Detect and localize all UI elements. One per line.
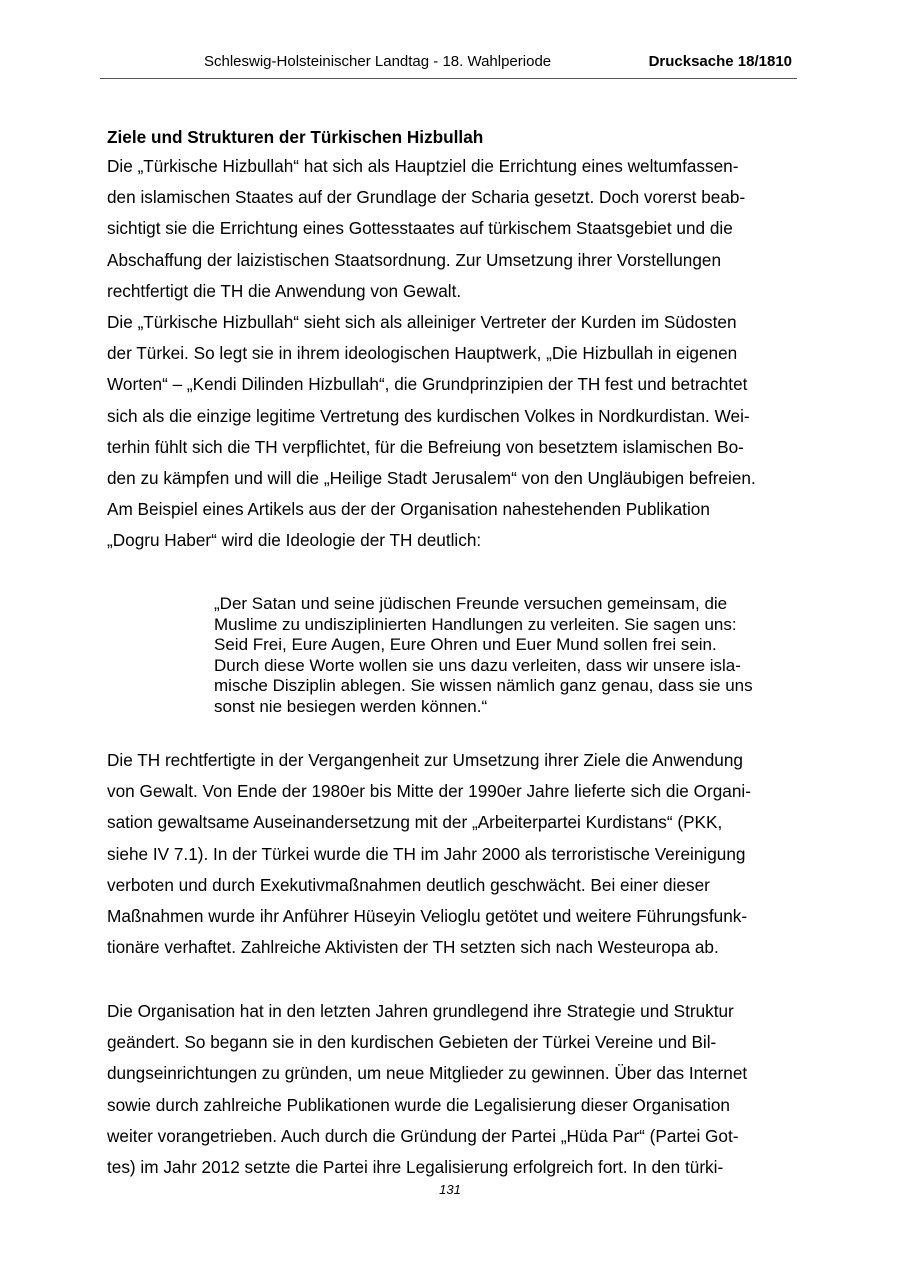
quote-line: sonst nie besiegen werden können.“ bbox=[214, 696, 488, 716]
text-line: sich als die einzige legitime Vertretung des kurdischen Volkes in Nordkurdistan. Wei- bbox=[107, 405, 750, 426]
text-line: verboten und durch Exekutivmaßnahmen deutlich geschwächt. Bei einer dieser bbox=[107, 874, 710, 895]
quote-line: Muslime zu undisziplinierten Handlungen zu verleiten. Sie sagen uns: bbox=[214, 614, 737, 634]
text-line: Maßnahmen wurde ihr Anführer Hüseyin Velioglu getötet und weitere Führungsfunk- bbox=[107, 905, 748, 926]
text-line: geändert. So begann sie in den kurdischen Gebieten der Türkei Vereine und Bil- bbox=[107, 1032, 717, 1053]
text-line: den zu kämpfen und will die „Heilige Stadt Jerusalem“ von den Ungläubigen befreien. bbox=[107, 467, 756, 488]
text-line: terhin fühlt sich die TH verpflichtet, für die Befreiung von besetztem islamischen Bo- bbox=[107, 436, 744, 457]
text-line: Worten“ – „Kendi Dilinden Hizbullah“, die Grundprinzipien der TH fest und betrachtet bbox=[107, 374, 748, 395]
text-line: rechtfertigt die TH die Anwendung von Gewalt. bbox=[107, 280, 462, 301]
text-line: tes) im Jahr 2012 setzte die Partei ihre Legalisierung erfolgreich fort. In den türki- bbox=[107, 1156, 724, 1177]
section-heading: Ziele und Strukturen der Türkischen Hizbullah bbox=[107, 127, 484, 147]
page-header bbox=[100, 50, 797, 79]
text-line: den islamischen Staates auf der Grundlage der Scharia gesetzt. Doch vorerst beab- bbox=[107, 187, 746, 208]
paragraph-1 bbox=[107, 151, 797, 556]
text-line: dungseinrichtungen zu gründen, um neue Mitglieder zu gewinnen. Über das Internet bbox=[107, 1063, 748, 1084]
text-line: Am Beispiel eines Artikels aus der der Organisation nahestehenden Publikation bbox=[107, 499, 710, 520]
text-line: sowie durch zahlreiche Publikationen wurde die Legalisierung dieser Organisation bbox=[107, 1094, 730, 1115]
text-line: siehe IV 7.1). In der Türkei wurde die TH im Jahr 2000 als terroristische Vereinigung bbox=[107, 843, 746, 864]
text-line: weiter vorangetrieben. Auch durch die Gründung der Partei „Hüda Par“ (Partei Got- bbox=[107, 1125, 739, 1146]
text-line: tionäre verhaftet. Zahlreiche Aktivisten der TH setzten sich nach Westeuropa ab. bbox=[107, 937, 719, 958]
header-title: Schleswig-Holsteinischer Landtag - 18. Wahlperiode bbox=[204, 53, 552, 70]
text-line: der Türkei. So legt sie in ihrem ideologischen Hauptwerk, „Die Hizbullah in eigenen bbox=[107, 343, 738, 364]
quote-line: mische Disziplin ablegen. Sie wissen nämlich ganz genau, dass sie uns bbox=[214, 676, 753, 696]
header-document-number: Drucksache 18/1810 bbox=[648, 53, 792, 70]
text-line: Die „Türkische Hizbullah“ sieht sich als alleiniger Vertreter der Kurden im Südosten bbox=[107, 311, 737, 332]
quote-line: „Der Satan und seine jüdischen Freunde versuchen gemeinsam, die bbox=[214, 594, 728, 613]
paragraph-2 bbox=[107, 745, 797, 963]
block-quote bbox=[214, 594, 804, 718]
text-line: von Gewalt. Von Ende der 1980er bis Mitte der 1990er Jahre lieferte sich die Organi- bbox=[107, 781, 751, 802]
quote-line: Durch diese Worte wollen sie uns dazu verleiten, dass wir unsere isla- bbox=[214, 655, 741, 675]
text-line: sichtigt sie die Errichtung eines Gottesstaates auf türkischem Staatsgebiet und die bbox=[107, 218, 733, 239]
text-line: „Dogru Haber“ wird die Ideologie der TH deutlich: bbox=[107, 530, 482, 551]
quote-line: Seid Frei, Eure Augen, Eure Ohren und Euer Mund sollen frei sein. bbox=[214, 635, 717, 655]
page-number: 131 bbox=[439, 1182, 461, 1197]
text-line: Die TH rechtfertigte in der Vergangenheit zur Umsetzung ihrer Ziele die Anwendung bbox=[107, 750, 743, 770]
text-line: Die „Türkische Hizbullah“ hat sich als Hauptziel die Errichtung eines weltumfassen- bbox=[107, 156, 739, 176]
text-line: Abschaffung der laizistischen Staatsordnung. Zur Umsetzung ihrer Vorstellungen bbox=[107, 249, 721, 270]
text-line: sation gewaltsame Auseinandersetzung mit der „Arbeiterpartei Kurdistans“ (PKK, bbox=[107, 812, 723, 833]
paragraph-3 bbox=[107, 996, 797, 1183]
text-line: Die Organisation hat in den letzten Jahren grundlegend ihre Strategie und Struktur bbox=[107, 1001, 734, 1021]
